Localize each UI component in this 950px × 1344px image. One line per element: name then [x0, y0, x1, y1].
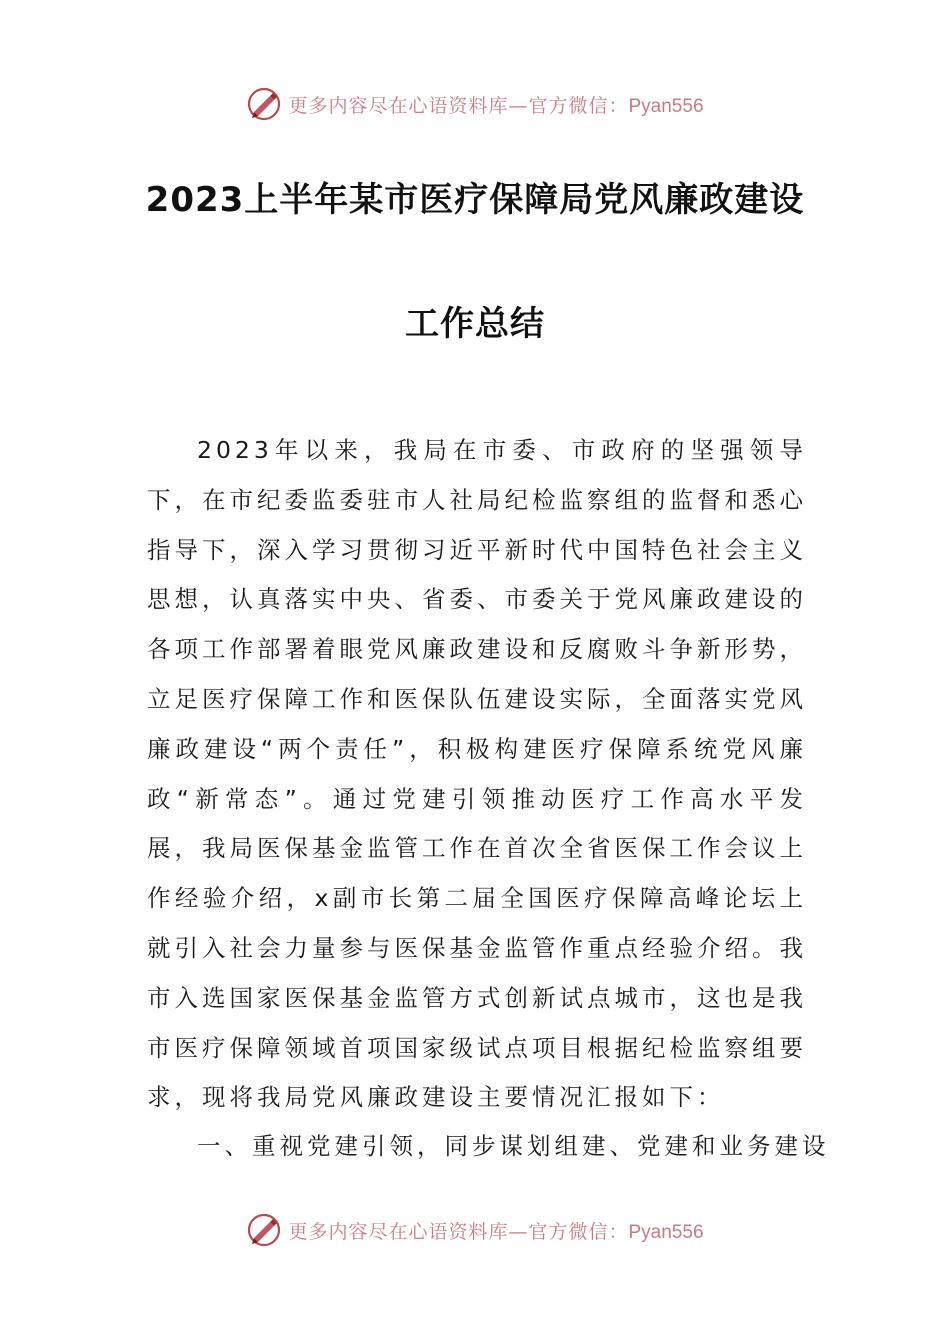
footer-watermark: [0, 1208, 950, 1252]
document-title-line1: 2023上半年某市医疗保障局党风廉政建设: [145, 180, 805, 220]
pen-nib-logo-icon: [246, 1212, 282, 1248]
header-watermark: [0, 82, 950, 126]
paragraph-intro: 2023年以来，我局在市委、市政府的坚强领导下，在市纪委监委驻市人社局纪检监察组的监督和悉心指导下，深入学习贯彻习近平新时代中国特色社会主义思想，认真落实中央、省委、市委关于党风廉政建设的各项工作部署着眼党风廉政建设和反腐败斗争新形势，立足医疗保障工作和医保队伍建设实际，全面落实党风廉政建设“两个责任”，积极构建医疗保障系统党风廉政“新常态”。通过党建引领推动医疗工作高水平发展，我局医保基金监管工作在首次全省医保工作会议上作经验介绍，x副市长第二届全国医疗保障高峰论坛上就引入社会力量参与医保基金监管作重点经验介绍。我市入选国家医保基金监管方式创新试点城市，这也是我市医疗保障领域首项国家级试点项目根据纪检监察组要求，现将我局党风廉政建设主要情况汇报如下：: [147, 436, 807, 1112]
watermark-text: 更多内容尽在心语资料库—官方微信：Pyan556: [288, 1220, 704, 1243]
document-title-line2: 工作总结: [405, 304, 545, 344]
watermark-handle: Pyan556: [628, 1221, 704, 1243]
section-heading-1: 一、重视党建引领，同步谋划组建、党建和业务建设: [197, 1132, 830, 1160]
watermark-handle: Pyan556: [628, 95, 704, 117]
watermark-text: 更多内容尽在心语资料库—官方微信：Pyan556: [288, 94, 704, 117]
pen-nib-logo-icon: [246, 86, 282, 122]
document-body: [147, 426, 807, 1123]
